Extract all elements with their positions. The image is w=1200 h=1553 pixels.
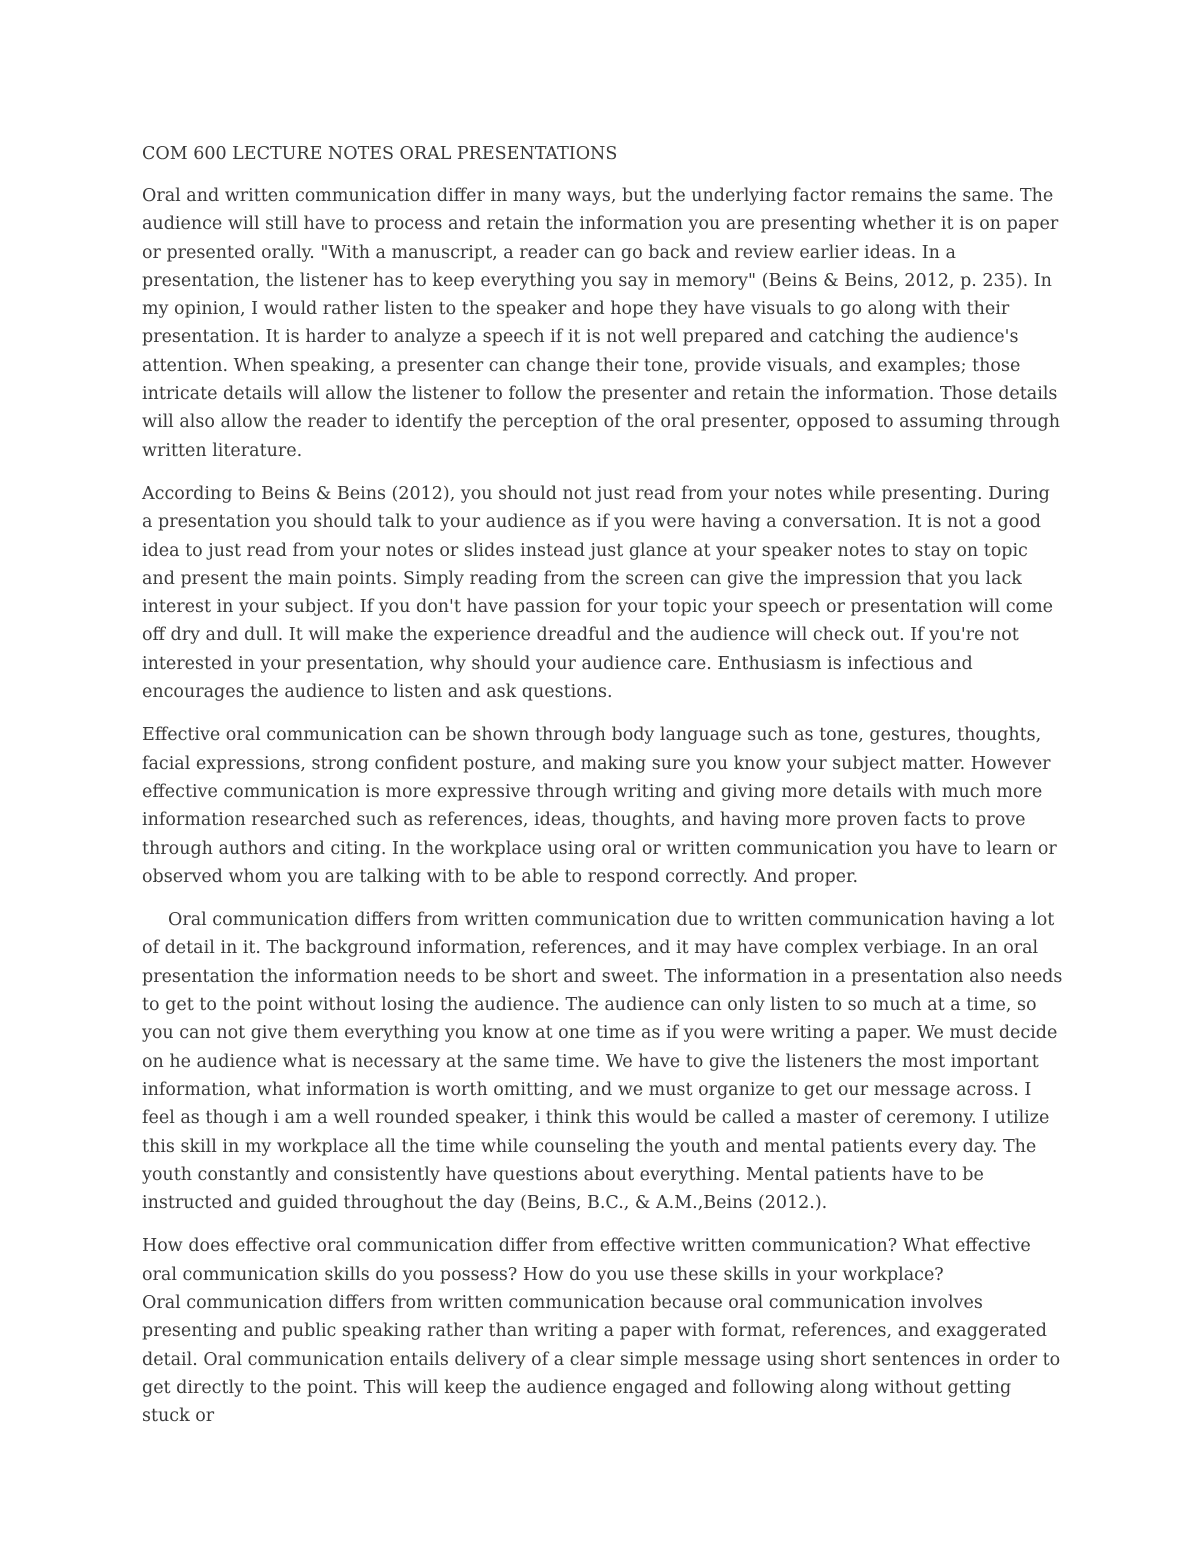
discussion-question: How does effective oral communication differ from effective written communication? What effective oral communication skills do you possess? How do you use these skills in your workplace? (142, 1236, 1031, 1285)
paragraph-reading-notes: According to Beins & Beins (2012), you should not just read from your notes while presenting. During a presentation you should talk to your audience as if you were having a conversation. It is not a good idea to just read from your notes or slides instead just glance at your speaker notes to stay on topic and present the main points. Simply reading from the screen can give the impression that you lack interest in your subject. If you don't have passion for your topic your speech or presentation will come off dry and dull. It will make the experience dreadful and the audience will check out. If you're not interested in your presentation, why should your audience care. Enthusiasm is infectious and encourages the audience to listen and ask questions. (142, 483, 1054, 703)
document-title: COM 600 LECTURE NOTES ORAL PRESENTATIONS (142, 144, 618, 164)
paragraph-oral-vs-written: Oral and written communication differ in many ways, but the underlying factor remains the same. The audience will still have to process and retain the information you are presenting whether it is on paper or presented orally. "With a manuscript, a reader can go back and review earlier ideas. In a presentation, the listener has to keep everything you say in memory" (Beins & Beins, 2012, p. 235). In my opinion, I would rather listen to the speaker and hope they have visuals to go along with their presentation. It is harder to analyze a speech if it is not well prepared and catching the audience's attention. When speaking, a presenter can change their tone, provide visuals, and examples; those intricate details will allow the listener to follow the presenter and retain the information. Those details will also allow the reader to identify the perception of the oral presenter, opposed to assuming through written literature. (142, 186, 1060, 461)
paragraph-effective-oral: Effective oral communication can be shown through body language such as tone, gestures, thoughts, facial expressions, strong confident posture, and making sure you know your subject matter. However effective communication is more expressive through writing and giving more details with much more information researched such as references, ideas, thoughts, and having more proven facts to prove through authors and citing. In the workplace using oral or written communication you have to learn or observed whom you are talking with to be able to respond correctly. And proper. (142, 725, 1057, 887)
paragraph-differences: Oral communication differs from written communication due to written communication having a lot of detail in it. The background information, references, and it may have complex verbiage. In an oral presentation the information needs to be short and sweet. The information in a presentation also needs to get to the point without losing the audience. The audience can only listen to so much at a time, so you can not give them everything you know at one time as if you were writing a paper. We must decide on he audience what is necessary at the same time. We have to give the listeners the most important information, what information is worth omitting, and we must organize to get our message across. I feel as though i am a well rounded speaker, i think this would be called a master of ceremony. I utilize this skill in my workplace all the time while counseling the youth and mental patients every day. The youth constantly and consistently have questions about everything. Mental patients have to be instructed and guided throughout the day (Beins, B.C., & A.M.,Beins (2012.). (142, 910, 1063, 1214)
discussion-answer: Oral communication differs from written communication because oral communication involves presenting and public speaking rather than writing a paper with format, references, and exaggerated detail. Oral communication entails delivery of a clear simple message using short sentences in order to get directly to the point. This will keep the audience engaged and following along without getting stuck or (142, 1292, 1061, 1427)
document-page (142, 140, 1064, 1430)
